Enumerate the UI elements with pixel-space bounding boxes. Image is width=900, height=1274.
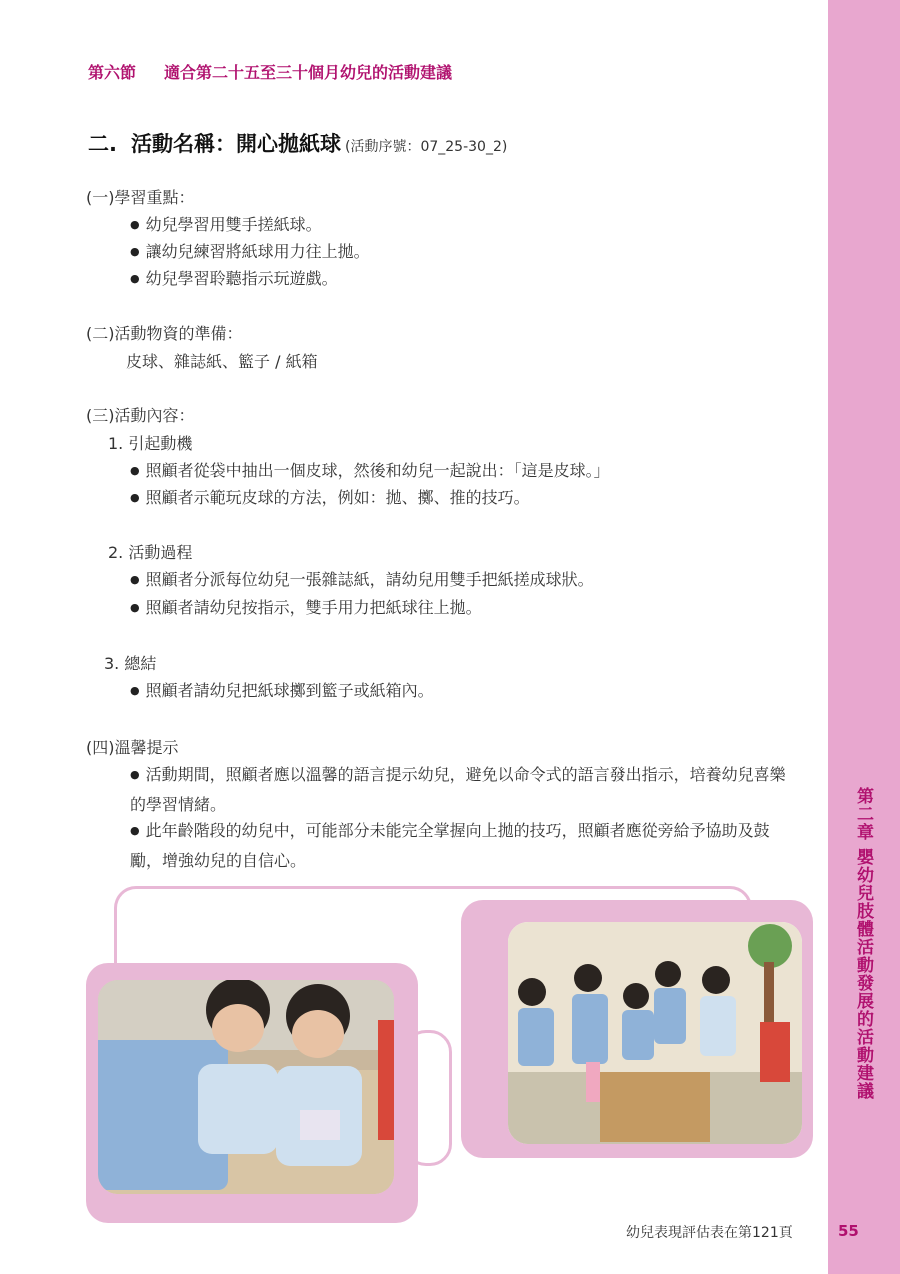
section-title: 適合第二十五至三十個月幼兒的活動建議: [164, 63, 453, 82]
step-title: 1. 引起動機: [108, 434, 193, 453]
photo-image: [98, 980, 394, 1194]
materials-text: 皮球、雜誌紙、籃子 / 紙箱: [126, 352, 318, 371]
activity-title: 活動名稱：開心拋紙球: [130, 132, 341, 156]
list-item: ● 照顧者請幼兒把紙球擲到籃子或紙箱內。: [130, 677, 434, 707]
activity-heading: [88, 128, 507, 158]
list-item: ● 照顧者示範玩皮球的方法，例如：拋、擲、推的技巧。: [130, 484, 530, 514]
assessment-note: 幼兒表現評估表在第121頁: [626, 1225, 793, 1241]
list-item: ● 幼兒學習用雙手搓紙球。: [130, 211, 322, 241]
list-item: ● 照顧者分派每位幼兒一張雜誌紙，請幼兒用雙手把紙搓成球狀。: [130, 566, 594, 596]
section-title: (三)活動內容：: [86, 406, 195, 425]
step-title: 3. 總結: [104, 654, 157, 673]
activity-number: 二.: [88, 132, 117, 156]
section-title: (一)學習重點：: [86, 188, 195, 207]
section-number: 第六節: [88, 63, 137, 82]
chapter-title: 第二章 嬰幼兒肢體活動發展的活動建議: [853, 787, 873, 1100]
photo-children-left: [98, 980, 394, 1194]
section-header: [88, 60, 452, 83]
activity-serial: (活動序號：07_25-30_2): [344, 139, 508, 155]
list-item: ● 照顧者從袋中抽出一個皮球，然後和幼兒一起說出：「這是皮球。」: [130, 457, 610, 487]
section-title: (二)活動物資的準備：: [86, 324, 243, 343]
photo-image: [508, 922, 802, 1144]
section-title: (四)溫馨提示: [86, 738, 179, 757]
list-item: ● 活動期間，照顧者應以溫馨的語言提示幼兒，避免以命令式的語言發出指示，培養幼兒喜樂的學習情緒。: [130, 761, 798, 819]
photo-children-right: [508, 922, 802, 1144]
step-title: 2. 活動過程: [108, 543, 193, 562]
list-item: ● 幼兒學習聆聽指示玩遊戲。: [130, 265, 338, 295]
list-item: ● 讓幼兒練習將紙球用力往上拋。: [130, 238, 370, 268]
list-item: ● 此年齡階段的幼兒中，可能部分未能完全掌握向上拋的技巧，照顧者應從旁給予協助及鼓勵，增強幼兒的自信心。: [130, 817, 798, 875]
list-item: ● 照顧者請幼兒按指示，雙手用力把紙球往上拋。: [130, 594, 482, 624]
page-number: 55: [838, 1222, 859, 1240]
